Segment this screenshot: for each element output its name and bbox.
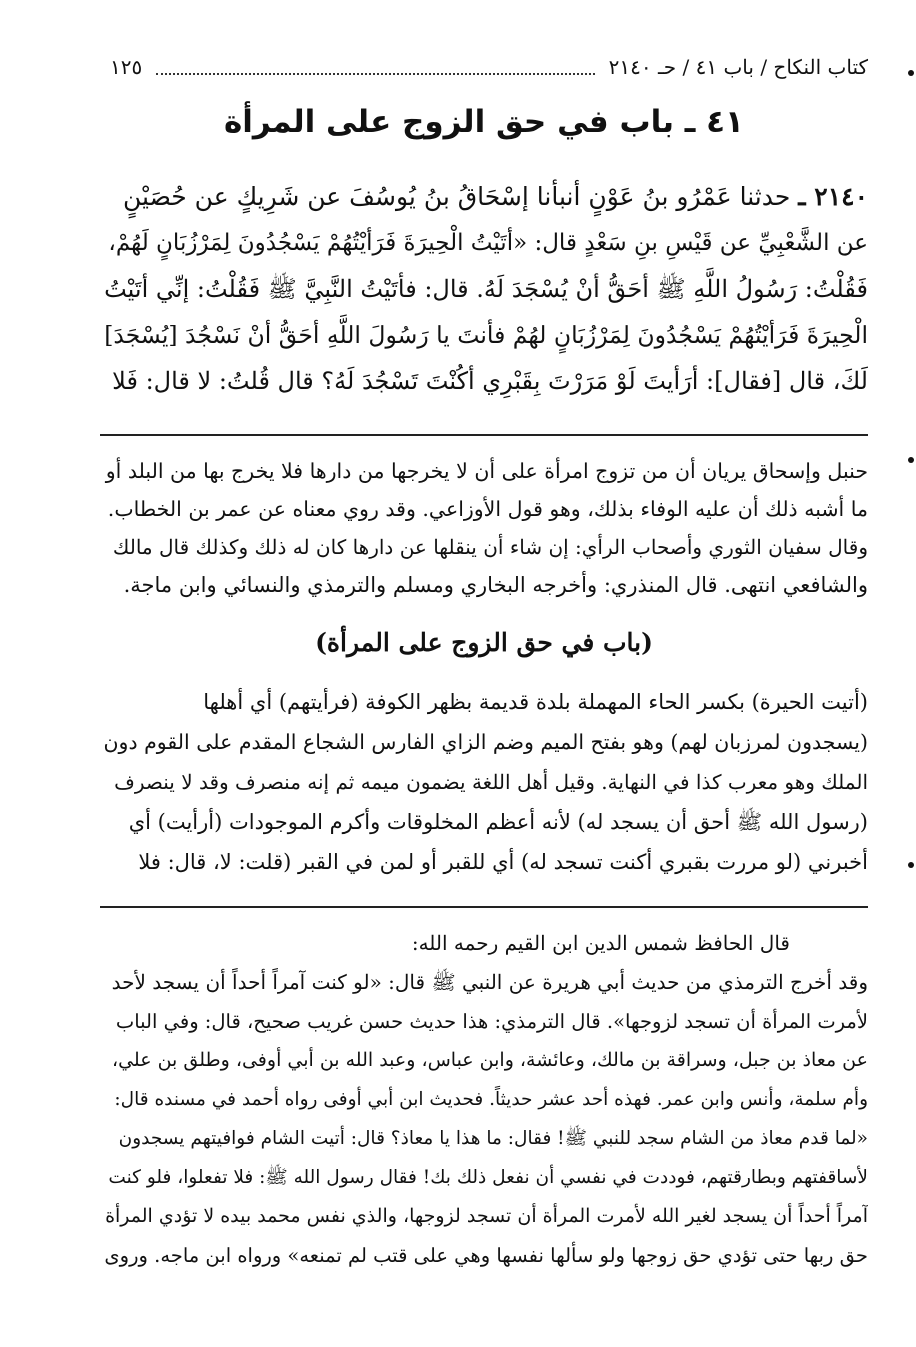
gloss-text (100, 682, 868, 882)
ibn-qayyim-line: عن معاذ بن جبل، وسراقة بن مالك، وعائشة، وابن عباس، وعبد الله بن أبي أوفى، وطلق بن علي، (111, 1049, 868, 1071)
hadith-line-text: حدثنا عَمْرُو بنُ عَوْنٍ أنبأنا إسْحَاقُ بنُ يُوسُفَ عن شَرِيكٍ عن حُصَيْنٍ (123, 182, 791, 211)
chapter-heading: ٤١ ـ باب في حق الزوج على المرأة (224, 104, 744, 140)
ibn-qayyim-line: لأمرت المرأة أن تسجد لزوجها». قال الترمذي: هذا حديث حسن غريب صحيح، قال: وفي الباب (115, 1010, 868, 1033)
commentary-line: ما أشبه ذلك أن عليه الوفاء بذلك، وهو قول الأوزاعي. وقد روي معناه عن عمر بن الخطاب. (107, 497, 868, 521)
running-header (110, 52, 868, 82)
ibn-qayyim-line: وقد أخرج الترمذي من حديث أبي هريرة عن النبي ﷺ قال: «لو كنت آمراً أحداً أن يسجد لأحد (111, 970, 868, 994)
gloss-heading: (باب في حق الزوج على المرأة) (315, 628, 653, 657)
hadith-text (100, 174, 868, 404)
header-dot-leader (156, 59, 594, 75)
ibn-qayyim-line: وأم سلمة، وأنس وابن عمر. فهذه أحد عشر حديثاً. فحديث ابن أبي أوفى رواه أحمد في مسنده قال: (114, 1089, 868, 1110)
header-title: كتاب النكاح / باب ٤١ / حـ ٢١٤٠ (608, 55, 868, 79)
hadith-line: عن الشَّعْبِيِّ عن قَيْسِ بنِ سَعْدٍ قال: «أتَيْتُ الْحِيرَةَ فَرَأيْتُهُمْ يَسْجُدُونَ لِمَرْزُبَانٍ لَهُمْ، (108, 230, 868, 256)
hadith-line: لَكَ، قال [فقال]: أرَأيتَ لَوْ مَرَرْتَ بِقَبْرِي أكُنْتَ تَسْجُدَ لَهُ؟ قال قُلتُ: لا قال: فَلا (112, 367, 868, 395)
gloss-line: (أتيت الحيرة) بكسر الحاء المهملة بلدة قديمة بظهر الكوفة (فرأيتهم) أي أهلها (203, 690, 868, 714)
page-number: ١٢٥ (110, 55, 143, 79)
hadith-line (100, 174, 868, 220)
commentary-text (100, 452, 868, 604)
section-divider (100, 906, 868, 908)
gloss-line: الملك وهو معرب كذا في النهاية. وقيل أهل اللغة يضمون ميمه ثم إنه منصرف وقد لا ينصرف (114, 770, 868, 794)
gloss-line: (يسجدون لمرزبان لهم) وهو بفتح الميم وضم الزاي الفارس الشجاع المقدم على القوم دون (103, 730, 868, 754)
hadith-line: فَقُلْتُ: رَسُولُ اللَّهِ ﷺ أحَقُّ أنْ يُسْجَدَ لَهُ. قال: فأتَيْتُ النَّبِيَّ ﷺ فَقُلْتُ: إنِّي أتَيْتُ (104, 275, 868, 303)
ibn-qayyim-intro: قال الحافظ شمس الدين ابن القيم رحمه الله: (411, 931, 790, 955)
margin-mark (908, 862, 914, 868)
ibn-qayyim-line: حق ربها حتى تؤدي حق زوجها ولو سألها نفسها وهي على قتب لم تمنعه» ورواه ابن ماجه. وروى (104, 1244, 868, 1267)
hadith-number: ٢١٤٠ ـ (798, 182, 868, 211)
section-divider (100, 434, 868, 436)
ibn-qayyim-line: لأساقفتهم وبطارقتهم، فوددت في نفسي أن نفعل ذلك بك! فقال رسول الله ﷺ: فلا تفعلوا، فلو كنت (108, 1167, 868, 1188)
ibn-qayyim-text (100, 924, 868, 1275)
gloss-line: أخبرني (لو مررت بقبري أكنت تسجد له) أي للقبر أو لمن في القبر (قلت: لا، قال: فلا (138, 850, 868, 874)
margin-mark (908, 70, 914, 76)
gloss-line: (رسول الله ﷺ أحق أن يسجد له) لأنه أعظم المخلوقات وأكرم الموجودات (أرأيت) أي (128, 810, 868, 834)
ibn-qayyim-line: آمراً أحداً أن يسجد لغير الله لأمرت المرأة أن تسجد لزوجها، والذي نفس محمد بيده لا تؤدي المرأة (105, 1205, 868, 1227)
commentary-line: والشافعي انتهى. قال المنذري: وأخرجه البخاري ومسلم والترمذي والنسائي وابن ماجة. (123, 573, 868, 597)
commentary-line: حنبل وإسحاق يريان أن من تزوج امرأة على أن لا يخرجها من دارها فلا يخرج بها من البلد أو (105, 459, 868, 483)
margin-mark (908, 457, 914, 463)
hadith-line: الْحِيرَةَ فَرَأيْتُهُمْ يَسْجُدُونَ لِمَرْزُبَانٍ لهُمْ فأنتَ يا رَسُولَ اللَّهِ أحَقُّ أنْ نَسْجُدَ [يُسْجَدَ] (104, 321, 868, 349)
ibn-qayyim-line: «لما قدم معاذ من الشام سجد للنبي ﷺ! فقال: ما هذا يا معاذ؟ قال: أتيت الشام فوافيتهم يسجدون (118, 1128, 868, 1149)
commentary-line: وقال سفيان الثوري وأصحاب الرأي: إن شاء أن ينقلها عن دارها كان له ذلك وكذلك قال مالك (112, 535, 868, 559)
